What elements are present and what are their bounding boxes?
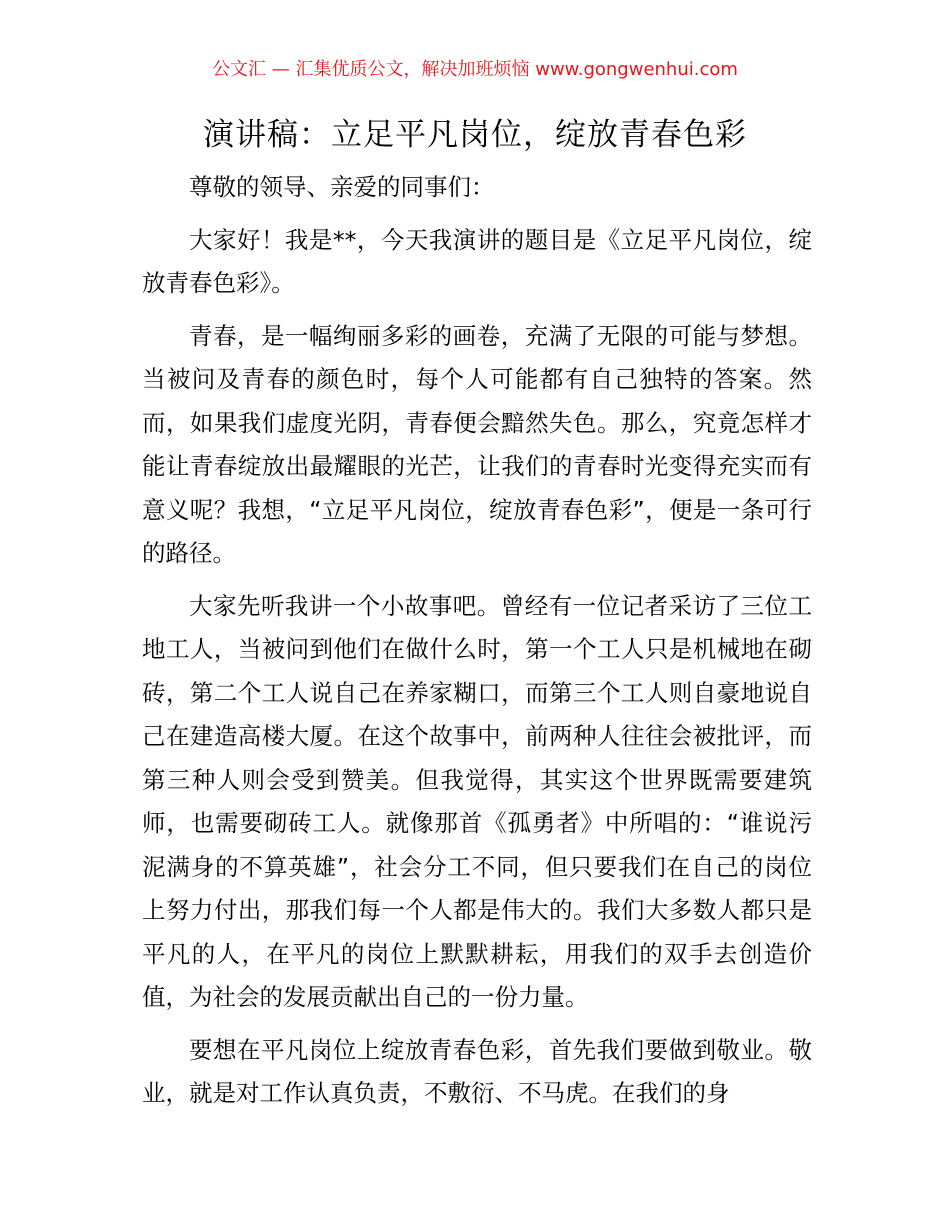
document-body xyxy=(142,166,812,1116)
paragraph-story: 大家先听我讲一个小故事吧。曾经有一位记者采访了三位工地工人，当被问到他们在做什么时，第一个工人只是机械地在砌砖，第二个工人说自己在养家糊口，而第三个工人则自豪地说自己在建造高楼大厦。在这个故事中，前两种人往往会被批评，而第三种人则会受到赞美。但我觉得，其实这个世界既需要建筑师，也需要砌砖工人。就像那首《孤勇者》中所唱的：“谁说污泥满身的不算英雄”，社会分工不同，但只要我们在自己的岗位上努力付出，那我们每一个人都是伟大的。我们大多数人都只是平凡的人，在平凡的岗位上默默耕耘，用我们的双手去创造价值，为社会的发展贡献出自己的一份力量。 xyxy=(142,591,812,1011)
salutation: 尊敬的领导、亲爱的同事们： xyxy=(189,173,495,201)
paragraph-greeting: 大家好！我是**，今天我演讲的题目是《立足平凡岗位，绽放青春色彩》。 xyxy=(142,225,812,297)
document-title: 演讲稿：立足平凡岗位，绽放青春色彩 xyxy=(203,117,747,153)
header-banner: 公文汇 — 汇集优质公文，解决加班烦恼 www.gongwenhui.com xyxy=(212,59,738,80)
paragraph-dedication: 要想在平凡岗位上绽放青春色彩，首先我们要做到敬业。敬业，就是对工作认真负责，不敷衍、不马虎。在我们的身 xyxy=(142,1035,812,1107)
paragraph-youth: 青春，是一幅绚丽多彩的画卷，充满了无限的可能与梦想。当被问及青春的颜色时，每个人可能都有自己独特的答案。然而，如果我们虚度光阴，青春便会黯然失色。那么，究竟怎样才能让青春绽放出最耀眼的光芒，让我们的青春时光变得充实而有意义呢？我想，“立足平凡岗位，绽放青春色彩”，便是一条可行的路径。 xyxy=(142,321,812,567)
